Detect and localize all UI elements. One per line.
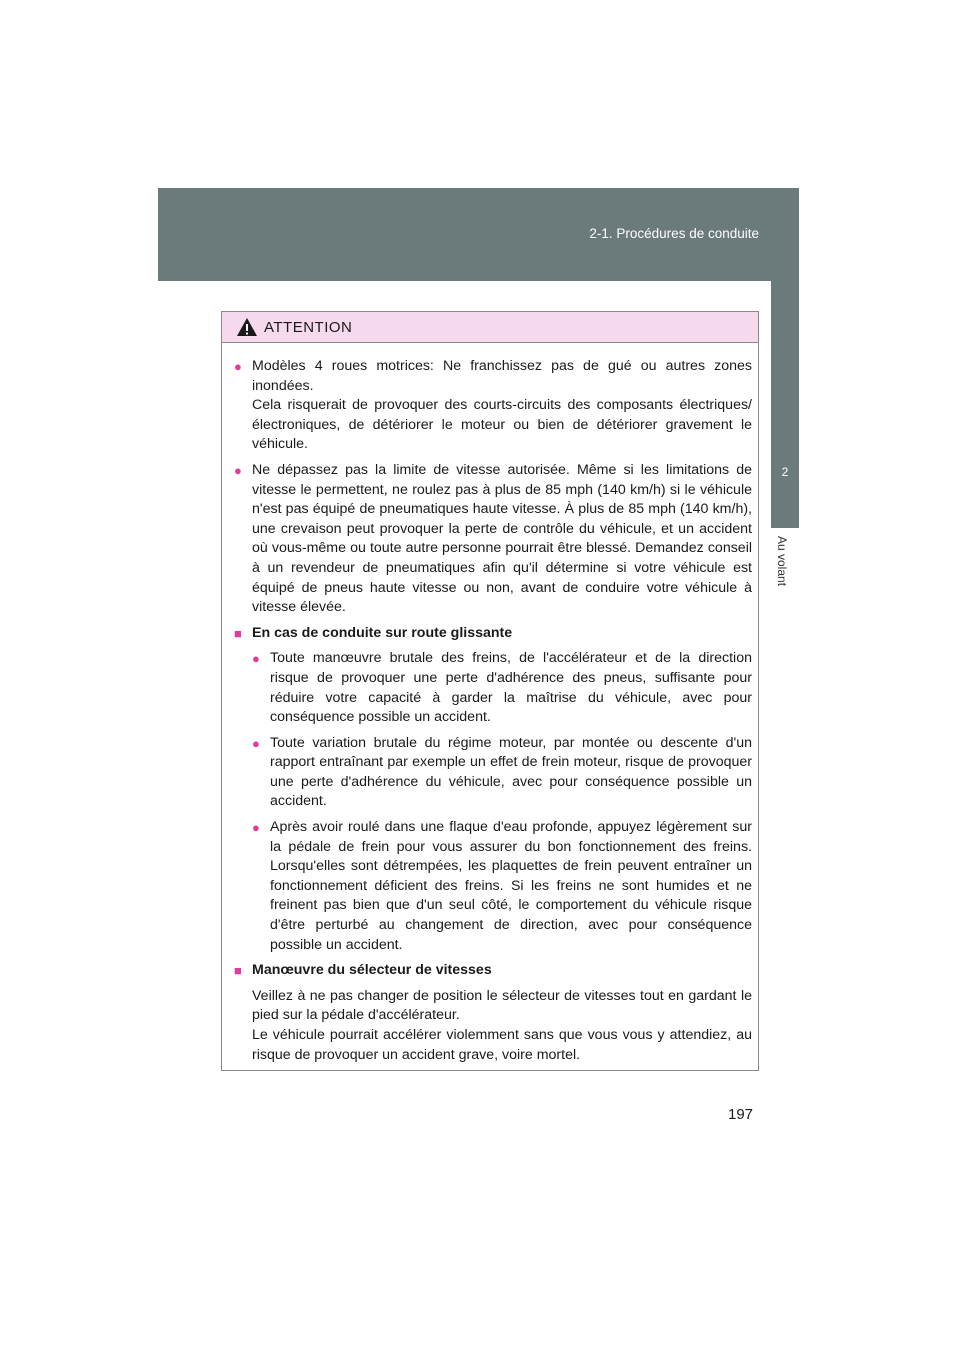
section-heading [234,624,752,644]
list-item [252,734,752,812]
bullet-icon: ● [252,820,260,836]
section-title: 2-1. Procédures de conduite [589,226,759,241]
item-text: Après avoir roulé dans une flaque d'eau profonde, appuyez légèrement sur la pédale de frein pour vous assurer du bon fonctionnement des freins. Lorsqu'elles sont détrempées, les plaquettes de frein peuvent entraîner un fonctionnement déficient des freins. Si les freins ne sont humides et ne freinent pas bien que d'un seul côté, le comportement du véhicule risque d'être perturbé au changement de direction, avec pour conséquence possible un accident. [270,819,752,953]
section-paragraph [234,987,752,1065]
list-item [234,461,752,618]
section-heading [234,961,752,981]
header-band [158,188,799,281]
list-item [252,649,752,727]
square-bullet-icon: ■ [234,963,242,979]
warning-title: ATTENTION [264,318,353,336]
warning-triangle-icon [236,317,258,337]
page-number: 197 [728,1106,754,1123]
square-bullet-icon: ■ [234,625,242,641]
section-heading-text: Manœuvre du sélecteur de vitesses [252,962,492,979]
list-item [252,818,752,955]
chapter-label: Au volant [775,536,789,587]
paragraph-text: Le véhicule pourrait accélérer violemment sans que vous vous y attendiez, au risque de provoquer un accident grave, voire mortel. [252,1027,752,1063]
item-text: Ne dépassez pas la limite de vitesse autorisée. Même si les limitations de vitesse le permettent, ne roulez pas à plus de 85 mph (140 km/h) si le véhicule n'est pas équipé de pneumatiques haute vitesse. À plus de 85 mph (140 km/h), une crevaison peut provoquer la perte de contrôle du véhicule, et un accident où vous-même ou toute autre personne pourrait être blessé. Demandez conseil à un revendeur de pneumatiques afin qu'il détermine si votre véhicule est équipé de pneus haute vitesse ou non, avant de conduire votre véhicule à vitesse élevée. [252,461,752,616]
paragraph-text: Veillez à ne pas changer de position le sélecteur de vitesses tout en gardant le pied sur la pédale d'accélérateur. [252,987,752,1024]
section-heading-text: En cas de conduite sur route glissante [252,624,513,641]
warning-header [222,312,758,343]
item-text: Toute variation brutale du régime moteur, par montée ou descente d'un rapport entraînant par exemple un effet de frein moteur, risque de provoquer une perte d'adhérence du véhicule, avec pour conséquence possible un accident. [270,734,752,810]
bullet-icon: ● [234,359,242,374]
list-item [234,357,752,455]
warning-body [222,343,758,1065]
warning-box [221,311,759,1071]
item-text: Modèles 4 roues motrices: Ne franchissez pas de gué ou autres zones inondées. [252,358,752,394]
chapter-number: 2 [781,465,789,479]
bullet-icon: ● [252,735,260,751]
side-tab [771,265,799,528]
bullet-icon: ● [234,462,242,478]
item-text: Toute manœuvre brutale des freins, de l'accélérateur et de la direction risque de provoquer une perte d'adhérence des pneus, suffisante pour réduire votre capacité à garder la maîtrise du véhicule, avec pour conséquence possible un accident. [270,650,752,726]
bullet-icon: ● [252,651,260,667]
item-text: Cela risquerait de provoquer des courts-circuits des composants électriques/électroniques, de détériorer le moteur ou bien de détériorer gravement le véhicule. [252,397,752,453]
